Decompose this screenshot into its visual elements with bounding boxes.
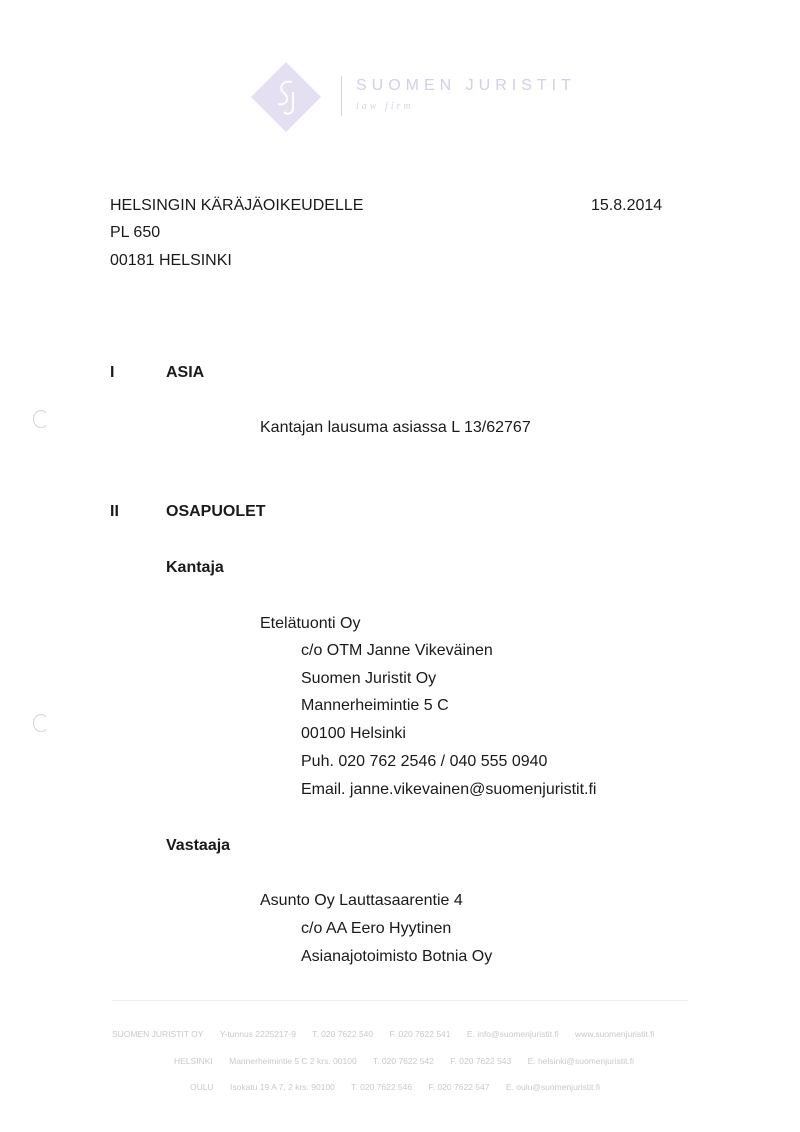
footer-email: E. info@suomenjuristit.fi	[466, 1029, 559, 1039]
footer-row-oulu	[190, 1081, 614, 1093]
plaintiff-phone: Puh. 020 762 2546 / 040 555 0940	[301, 753, 548, 770]
section-1-heading: ASIA	[166, 364, 205, 381]
plaintiff-detail: Mannerheimintie 5 C	[301, 697, 449, 714]
recipient-line-3: 00181 HELSINKI	[110, 252, 232, 269]
firm-logo-name: SUOMEN JURISTIT	[356, 77, 576, 94]
footer-office-email: E. oulu@suomenjuristit.fi	[505, 1082, 600, 1092]
plaintiff-label: Kantaja	[166, 559, 224, 576]
logo-divider	[341, 76, 342, 116]
section-2-heading: OSAPUOLET	[166, 503, 266, 520]
footer-office-address: Mannerheimintie 5 C 2 krs. 00100	[229, 1056, 357, 1066]
footer-business-id: Y-tunnus 2225217-9	[219, 1029, 296, 1039]
footer-company-name: SUOMEN JURISTIT OY	[112, 1029, 204, 1039]
footer-row-company	[112, 1028, 668, 1040]
footer-row-helsinki	[174, 1055, 648, 1067]
section-2-numeral: II	[110, 503, 119, 520]
defendant-detail: c/o AA Eero Hyytinen	[301, 920, 452, 937]
footer-office-address: Isokatu 19 A 7, 2 krs. 90100	[230, 1082, 335, 1092]
letter-date: 15.8.2014	[591, 197, 663, 214]
punch-hole-top	[33, 410, 49, 428]
footer-office-phone: T. 020 7622 546	[351, 1082, 413, 1092]
plaintiff-email: Email. janne.vikevainen@suomenjuristit.fi	[301, 781, 597, 798]
footer-office-city: OULU	[190, 1082, 214, 1092]
plaintiff-detail: 00100 Helsinki	[301, 725, 406, 742]
defendant-label: Vastaaja	[166, 837, 231, 854]
case-statement: Kantajan lausuma asiassa L 13/62767	[260, 419, 531, 436]
footer-rule	[112, 1000, 688, 1001]
defendant-name: Asunto Oy Lauttasaarentie 4	[260, 892, 463, 909]
plaintiff-name: Etelätuonti Oy	[260, 615, 361, 632]
footer-office-phone: T. 020 7622 542	[372, 1056, 434, 1066]
plaintiff-detail: c/o OTM Janne Vikeväinen	[301, 642, 493, 659]
footer-fax: F. 020 7622 541	[389, 1029, 451, 1039]
recipient-line-2: PL 650	[110, 224, 161, 241]
recipient-line-1: HELSINGIN KÄRÄJÄOIKEUDELLE	[110, 197, 364, 214]
footer-office-email: E. helsinki@suomenjuristit.fi	[527, 1056, 635, 1066]
firm-logo-subtitle: law firm	[356, 101, 414, 112]
footer-office-fax: F. 020 7622 547	[428, 1082, 490, 1092]
footer-office-city: HELSINKI	[174, 1056, 213, 1066]
footer-phone: T. 020 7622 540	[312, 1029, 374, 1039]
section-1-numeral: I	[110, 364, 115, 381]
footer-website: www.suomenjuristit.fi	[575, 1029, 655, 1039]
firm-logo-mark	[251, 62, 321, 132]
defendant-detail: Asianajotoimisto Botnia Oy	[301, 948, 493, 965]
footer-office-fax: F. 020 7622 543	[450, 1056, 512, 1066]
plaintiff-detail: Suomen Juristit Oy	[301, 670, 437, 687]
punch-hole-bottom	[33, 714, 49, 732]
